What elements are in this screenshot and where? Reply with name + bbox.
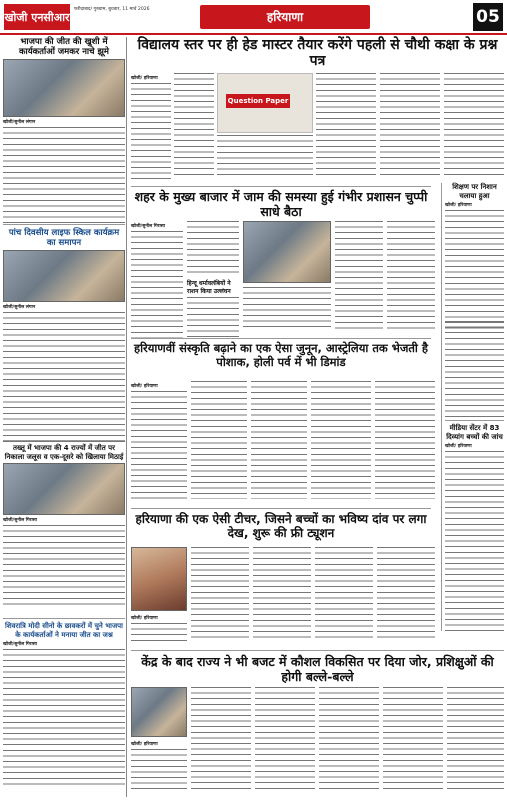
story-5-col-4 <box>319 687 379 791</box>
left-story-2 <box>3 221 125 442</box>
story-4-col-5 <box>377 547 435 639</box>
story-5-col-6 <box>447 687 504 791</box>
lead-body-col-1 <box>131 83 171 179</box>
lead-image <box>217 73 313 133</box>
story-2-body-5 <box>335 221 383 331</box>
left-story-2-body <box>3 312 125 442</box>
story-5-photo <box>131 687 187 737</box>
left-story-3-byline: खोजी/सुनील गिरासा <box>3 518 37 523</box>
story-3-headline: हरियाणवीं संस्कृति बढ़ाने का एक ऐसा जुनून, आस्ट्रेलिया तक भेजती है पोशाक, होली पर्व में भी डिमांड <box>133 341 429 369</box>
story-3-body-2 <box>191 381 247 499</box>
left-story-1-body <box>3 127 125 227</box>
story-3 <box>131 335 431 369</box>
story-2-body-1 <box>131 231 183 339</box>
story-5-col-5 <box>383 687 443 791</box>
left-story-1-photo <box>3 59 125 117</box>
story-5-body-6 <box>447 687 504 791</box>
story-4-col-2 <box>191 547 249 639</box>
divider <box>3 440 125 441</box>
masthead <box>0 0 507 36</box>
story-3-body-3 <box>251 381 307 499</box>
story-4-body-3 <box>253 547 311 639</box>
left-story-1-headline: भाजपा की जीत की खुशी में कार्यकर्ताओं जमकर नाचे झूमे <box>18 37 110 57</box>
story-3-col-5 <box>375 381 435 499</box>
lead-body-col-2 <box>174 73 214 177</box>
divider <box>131 338 431 339</box>
left-story-4-headline: शिवरात्रि मोदी सीनो के छावकरों में चुने भाजपा के कार्यकर्ताओं ने मनाया जीत का जश्न <box>5 622 123 639</box>
left-story-3-photo <box>3 463 125 515</box>
story-4-col-1 <box>131 613 187 643</box>
story-3-body-1 <box>131 391 187 501</box>
left-story-4 <box>3 615 125 789</box>
lead-body-col-4-text <box>316 73 376 177</box>
story-2-side-headline: हिन्दू धर्मावलंबियों ने राशन किया उल्लंघन <box>187 280 231 295</box>
lead-byline: खोजी/ हरियाणा <box>131 76 158 81</box>
story-3-col-3 <box>251 381 307 499</box>
lead-headline: विद्यालय स्तर पर ही हेड मास्टर तैयार करेंगे पहली से चौथी कक्षा के प्रश्न पत्र <box>137 37 498 69</box>
lead-body-col-3-text <box>217 135 313 175</box>
story-2-col-2 <box>187 221 239 337</box>
story-3-col-1 <box>131 381 187 501</box>
newspaper-logo: खोजी एनसीआर <box>4 4 70 30</box>
lead-body-col-5-text <box>380 73 440 177</box>
lead-body-col-4 <box>316 73 376 177</box>
story-5-col-2 <box>191 687 251 791</box>
story-4-body-5 <box>377 547 435 639</box>
main-area <box>131 37 504 797</box>
lead-byline-col <box>131 73 171 179</box>
story-3-body-4 <box>311 381 371 499</box>
story-2-body-2 <box>187 221 239 277</box>
story-5-body-4 <box>319 687 379 791</box>
left-story-1 <box>3 37 125 227</box>
story-2 <box>131 183 431 219</box>
story-4 <box>131 505 431 540</box>
lead-body-col-3 <box>217 135 313 175</box>
masthead-rule <box>0 33 507 35</box>
left-story-2-headline: पांच दिवसीय लाइफ स्किल कार्यक्रम का समापन <box>8 228 120 248</box>
story-2-headline: शहर के मुख्य बाजार में जाम की समस्या हुई गंभीर प्रशासन चुप्पी साधे बैठा <box>134 189 428 219</box>
story-3-col-2 <box>191 381 247 499</box>
story-3-col-4 <box>311 381 371 499</box>
story-5-body-1 <box>131 749 187 793</box>
divider <box>131 186 431 187</box>
side-1-byline: खोजी/ हरियाणा <box>445 203 472 208</box>
divider <box>131 508 431 509</box>
divider <box>3 224 125 225</box>
story-4-body-1 <box>131 623 187 643</box>
story-5-body-2 <box>191 687 251 791</box>
story-5-byline: खोजी/ हरियाणा <box>131 742 158 747</box>
left-story-2-photo <box>3 250 125 302</box>
story-4-photo <box>131 547 187 611</box>
story-2-byline: खोजी/सुनील गिरासा <box>131 224 165 229</box>
date-line: फरीदाबाद/ गुरुग्राम, बुधवार, 11 मार्च 2026 <box>74 7 150 12</box>
story-2-col-3 <box>243 287 331 331</box>
story-2-body-3 <box>187 297 239 337</box>
divider <box>445 420 504 421</box>
story-5-col-3 <box>255 687 315 791</box>
story-2-body-4 <box>243 287 331 331</box>
section-title: हरियाणा <box>200 5 370 29</box>
side-2-body <box>445 451 504 631</box>
side-2-byline: खोजी/ हरियाणा <box>445 444 472 449</box>
left-story-3-body <box>3 525 125 609</box>
divider <box>3 618 125 619</box>
story-2-body-6 <box>387 221 435 331</box>
side-2-body-top <box>445 321 504 417</box>
side-2-headline: मीडिया सेंटर में 83 दिव्यांग बच्चों की जांच <box>446 424 503 441</box>
left-story-4-body <box>3 649 125 789</box>
lead-body-col-5 <box>380 73 440 177</box>
story-4-body-4 <box>315 547 373 639</box>
left-story-2-byline: खोजी/सुनील लंगान <box>3 305 36 310</box>
left-story-3-headline: तख्तू में भाजपा की 4 राज्यों में जीत पर निकाला जलूस व एक-दूसरे को खिलाया मिठाई <box>4 444 124 461</box>
story-5-body-5 <box>383 687 443 791</box>
story-4-byline: खोजी/ हरियाणा <box>131 616 158 621</box>
left-story-1-byline: खोजी/सुनील लंगान <box>3 120 36 125</box>
left-column <box>3 37 127 797</box>
story-4-headline: हरियाणा की एक ऐसी टीचर, जिसने बच्चों का भविष्य दांव पर लगा देख, शुरू की फ्री ट्यूशन <box>135 512 427 540</box>
divider <box>131 650 504 651</box>
story-5-headline: केंद्र के बाद राज्य ने भी बजट में कौशल विकसित पर दिया जोर, प्रशिक्षुओं की होगी बल्ले-बल्ले <box>141 654 494 684</box>
lead-body-col-6 <box>444 73 504 177</box>
story-2-col-4 <box>335 221 383 331</box>
story-5-body-3 <box>255 687 315 791</box>
story-2-col-1 <box>131 221 183 339</box>
lead-body-col-2-text <box>174 73 214 177</box>
lead-story <box>131 37 504 69</box>
side-story-2 <box>441 321 504 631</box>
left-story-4-byline: खोजी/सुनील गिरासा <box>3 642 37 647</box>
lead-image-label: Question Paper <box>226 94 290 108</box>
side-1-body <box>445 210 504 330</box>
story-5-col-1 <box>131 739 187 793</box>
left-story-3 <box>3 437 125 609</box>
lead-body-col-6-text <box>444 73 504 177</box>
story-3-body-5 <box>375 381 435 499</box>
story-4-col-3 <box>253 547 311 639</box>
story-5 <box>131 647 504 684</box>
side-1-headline: शिक्षण पर निशान चलाया हुआ <box>452 183 497 200</box>
story-3-byline: खोजी/ हरियाणा <box>131 384 158 389</box>
page-number: 05 <box>473 3 503 31</box>
story-4-col-4 <box>315 547 373 639</box>
story-2-col-5 <box>387 221 435 331</box>
story-4-body-2 <box>191 547 249 639</box>
side-story-1 <box>441 183 504 330</box>
story-2-photo <box>243 221 331 283</box>
